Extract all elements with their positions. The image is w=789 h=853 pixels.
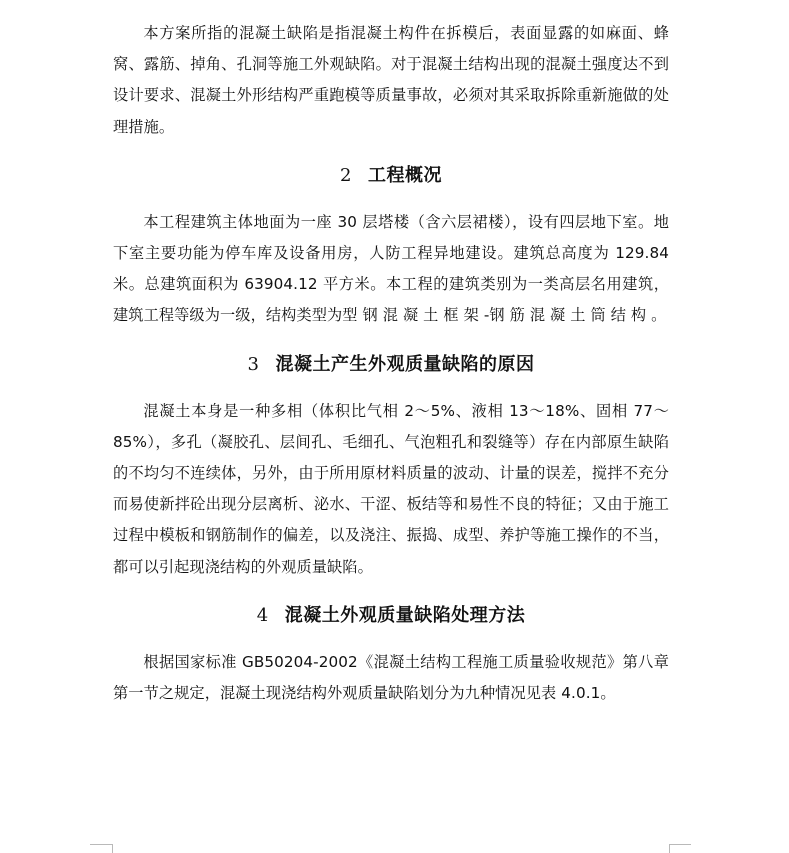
section-number: 4 <box>256 604 269 626</box>
section-3-paragraph: 混凝土本身是一种多相（体积比气相 2～5%、液相 13～18%、固相 77～85%），多孔（凝胶孔、层间孔、毛细孔、气泡粗孔和裂缝等）存在内部原生缺陷的不均匀不连续体，另外，由于所用原材料质量的波动、计量的误差，搅拌不充分而易使新拌砼出现分层离析、泌水、干涩、板结等和易性不良的特征；又由于施工过程中模板和钢筋制作的偏差，以及浇注、振捣、成型、养护等施工操作的不当，都可以引起现浇结构的外观质量缺陷。 <box>113 401 669 576</box>
section-2-paragraph: 本工程建筑主体地面为一座 30 层塔楼（含六层裙楼），设有四层地下室。地下室主要功能为停车库及设备用房，人防工程异地建设。建筑总高度为 129.84 米。总建筑面积为 63904.12 平方米。本工程的建筑类别为一类高层名用建筑，建筑工程等级为一级，结构类型为型 钢 混 凝 土 框 架 -钢 筋 混 凝 土 筒 结 构 。 <box>113 212 669 325</box>
intro-paragraph: 本方案所指的混凝土缺陷是指混凝土构件在拆模后，表面显露的如麻面、蜂窝、露筋、掉角、孔洞等施工外观缺陷。对于混凝土结构出现的混凝土强度达不到设计要求、混凝土外形结构严重跑模等质量事故，必须对其采取拆除重新施做的处理措施。 <box>113 24 669 136</box>
section-title: 工程概况 <box>367 164 442 186</box>
crop-mark-left-vertical <box>112 844 113 853</box>
crop-mark-right-horizontal <box>669 844 691 845</box>
section-number: 3 <box>247 353 260 375</box>
crop-mark-left-horizontal <box>90 844 112 845</box>
page-content <box>113 18 669 709</box>
section-title: 混凝土产生外观质量缺陷的原因 <box>275 353 535 375</box>
crop-mark-right-vertical <box>669 844 670 853</box>
section-heading-2 <box>113 159 669 193</box>
section-title: 混凝土外观质量缺陷处理方法 <box>284 604 526 626</box>
section-4-paragraph: 根据国家标准 GB50204-2002《混凝土结构工程施工质量验收规范》第八章第一节之规定，混凝土现浇结构外观质量缺陷划分为九种情况见表 4.0.1。 <box>113 652 669 703</box>
section-heading-4 <box>113 599 669 633</box>
section-heading-3 <box>113 348 669 382</box>
section-number: 2 <box>340 164 352 186</box>
